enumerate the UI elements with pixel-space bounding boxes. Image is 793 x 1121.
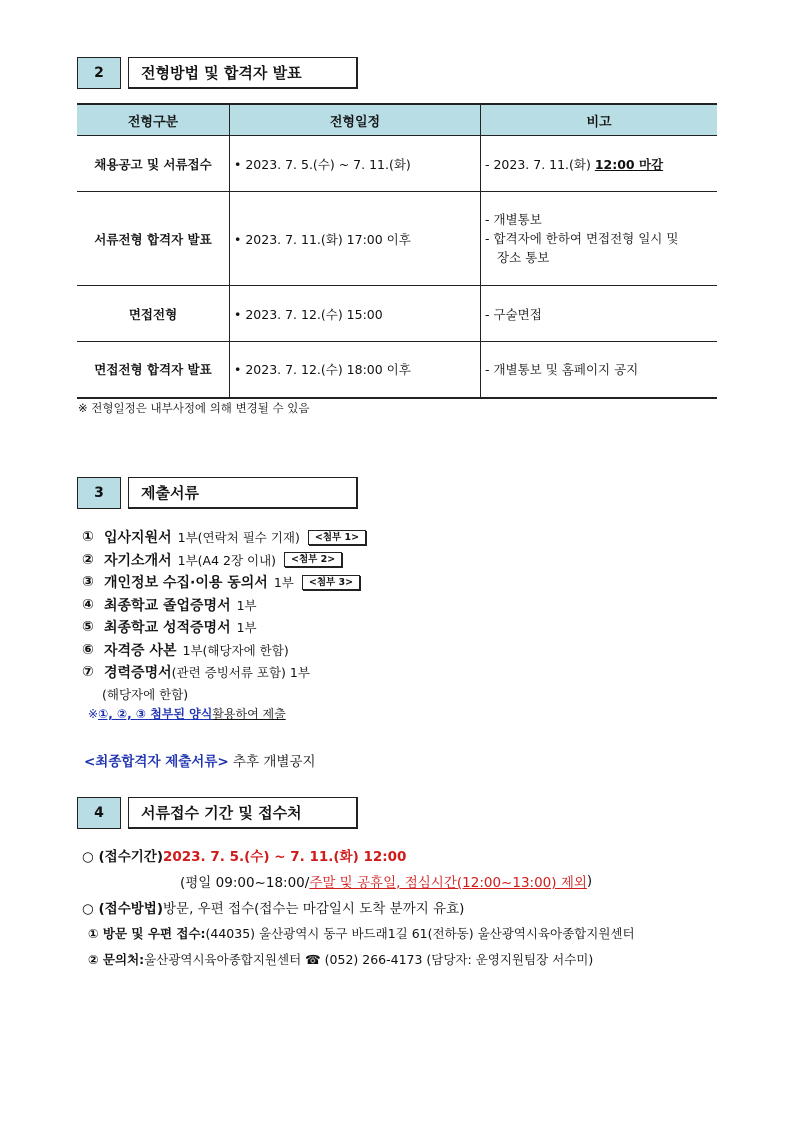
- notice-prefix: ※: [88, 706, 99, 721]
- schedule-table: [77, 103, 717, 399]
- address-label: ① 방문 및 우편 접수:: [88, 926, 206, 941]
- list-item: [82, 616, 366, 639]
- row-category: 면접전형: [77, 286, 230, 342]
- hours-suffix: ): [586, 873, 593, 889]
- section-3-header: [77, 477, 358, 509]
- document-name: 자격증 사본: [104, 642, 177, 659]
- note-line: - 합격자에 한하여 면접전형 일시 및: [485, 231, 679, 246]
- item-number: ②: [82, 551, 94, 568]
- row-category: 면접전형 합격자 발표: [77, 342, 230, 398]
- section-title: 제출서류: [128, 477, 358, 509]
- section-title: 전형방법 및 합격자 발표: [128, 57, 358, 89]
- documents-list: [82, 526, 366, 724]
- item-number: ⑥: [82, 641, 94, 658]
- receipt-method: [82, 894, 635, 920]
- hours-exclusion: 주말 및 공휴일, 점심시간(12:00~13:00) 제외: [309, 875, 587, 891]
- note-line: 장소 통보: [497, 250, 550, 265]
- item-number: ①: [82, 529, 94, 546]
- document-detail: 1부(A4 2장 이내): [177, 552, 277, 568]
- final-text: 추후 개별공지: [228, 754, 316, 770]
- list-item: [82, 571, 366, 594]
- row-date: • 2023. 7. 12.(수) 18:00 이후: [230, 342, 481, 398]
- receipt-address: [82, 920, 635, 946]
- section-title: 서류접수 기간 및 접수처: [128, 797, 358, 829]
- document-detail: 1부: [236, 620, 257, 636]
- row-note: - 구술면접: [481, 286, 718, 342]
- document-detail: (관련 증빙서류 포함) 1부: [171, 665, 310, 681]
- list-item: [82, 661, 366, 684]
- list-item: [82, 594, 366, 617]
- receipt-contact: [82, 946, 635, 972]
- attachment-tag: <첨부 3>: [302, 575, 360, 590]
- section-number: 2: [77, 57, 121, 89]
- item-number: ⑤: [82, 619, 94, 636]
- list-item: [82, 526, 366, 549]
- contact-text: 울산광역시육아종합지원센터 ☎ (052) 266-4173 (담당자: 운영지원팀장 서수미): [144, 952, 594, 967]
- notice-suffix: 활용하여 제출: [212, 707, 286, 721]
- final-label: <최종합격자 제출서류>: [84, 754, 229, 770]
- table-row: [77, 192, 717, 286]
- column-header: 전형구분: [77, 104, 230, 136]
- final-documents-note: [84, 750, 316, 770]
- row-date: • 2023. 7. 12.(수) 15:00: [230, 286, 481, 342]
- note-text: - 2023. 7. 11.(화): [485, 156, 595, 172]
- document-subnote: (해당자에 한함): [102, 686, 189, 702]
- contact-label: ② 문의처:: [88, 952, 145, 967]
- attachment-link[interactable]: ①, ②, ③ 첨부된 양식: [98, 707, 213, 721]
- document-name: 경력증명서: [104, 665, 172, 682]
- row-date: • 2023. 7. 11.(화) 17:00 이후: [230, 192, 481, 286]
- row-note: - 개별통보 및 홈페이지 공지: [481, 342, 718, 398]
- list-item: [82, 639, 366, 662]
- item-number: ⑦: [82, 664, 94, 681]
- row-note: [481, 192, 718, 286]
- period-value: 2023. 7. 5.(수) ~ 7. 11.(화) 12:00: [162, 849, 407, 865]
- note-line: - 개별통보: [485, 212, 542, 227]
- document-name: 입사지원서: [104, 530, 172, 547]
- list-item: [82, 549, 366, 572]
- section-number: 4: [77, 797, 121, 829]
- receipt-period: [82, 842, 635, 868]
- hours-prefix: (평일 09:00~18:00/: [180, 875, 310, 891]
- receipt-info: [82, 842, 635, 972]
- section-4-header: [77, 797, 358, 829]
- document-detail: 1부(연락처 필수 기재): [177, 530, 300, 546]
- document-name: 최종학교 졸업증명서: [104, 597, 231, 614]
- schedule-footnote: ※ 전형일정은 내부사정에 의해 변경될 수 있음: [78, 401, 310, 415]
- method-label: ○ (접수방법): [82, 901, 163, 917]
- document-detail: 1부: [273, 575, 294, 591]
- row-category: 채용공고 및 서류접수: [77, 136, 230, 192]
- method-text: 방문, 우편 접수(접수는 마감일시 도착 분까지 유효): [162, 901, 465, 917]
- table-header-row: [77, 104, 717, 136]
- row-category: 서류전형 합격자 발표: [77, 192, 230, 286]
- column-header: 비고: [481, 104, 718, 136]
- column-header: 전형일정: [230, 104, 481, 136]
- attachment-notice: [82, 704, 366, 724]
- item-number: ③: [82, 574, 94, 591]
- document-detail: 1부: [236, 597, 257, 613]
- item-number: ④: [82, 596, 94, 613]
- document-name: 개인정보 수집·이용 동의서: [104, 575, 268, 592]
- document-name: 최종학교 성적증명서: [104, 620, 231, 637]
- section-number: 3: [77, 477, 121, 509]
- address-text: (44035) 울산광역시 동구 바드래1길 61(전하동) 울산광역시육아종합지원센터: [205, 926, 635, 941]
- row-note: [481, 136, 718, 192]
- table-row: [77, 136, 717, 192]
- attachment-tag: <첨부 2>: [284, 552, 342, 567]
- table-row: [77, 342, 717, 398]
- period-label: ○ (접수기간): [82, 849, 163, 865]
- deadline-text: 12:00 마감: [594, 156, 664, 172]
- attachment-tag: <첨부 1>: [308, 530, 366, 545]
- table-row: [77, 286, 717, 342]
- section-2-header: [77, 57, 358, 89]
- document-detail: 1부(해당자에 한함): [182, 642, 289, 658]
- row-date: • 2023. 7. 5.(수) ~ 7. 11.(화): [230, 136, 481, 192]
- document-name: 자기소개서: [104, 552, 172, 569]
- receipt-hours: [82, 868, 635, 894]
